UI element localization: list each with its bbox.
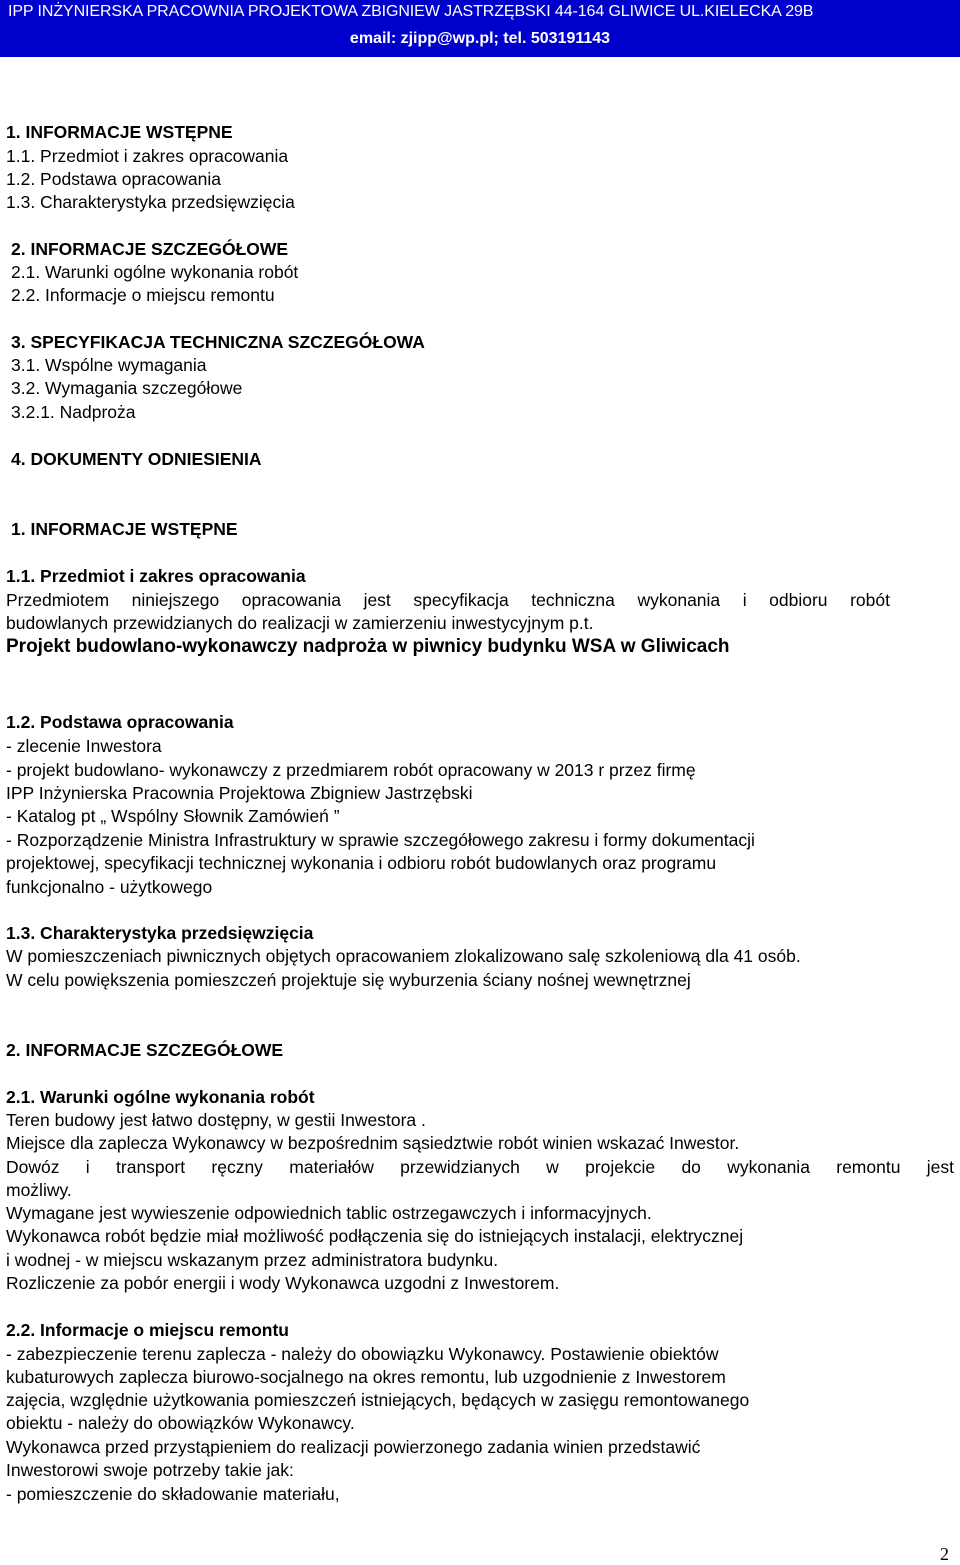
section-1-1-text: Przedmiotem niniejszego opracowania jest specyfikacja techniczna wykonania i odbioru robót [6,590,890,610]
section-2-2-line: kubaturowych zaplecza biurowo-socjalnego na okres remontu, lub uzgodnienie z Inwestorem [6,1367,726,1387]
section-2-2-line: Wykonawca przed przystąpieniem do realizacji powierzonego zadania winien przedstawić [6,1437,701,1457]
section-2-heading: 2. INFORMACJE SZCZEGÓŁOWE [6,1040,284,1060]
letterhead-company: IPP INŻYNIERSKA PRACOWNIA PROJEKTOWA ZBIGNIEW JASTRZĘBSKI 44-164 GLIWICE UL.KIELECKA 29B [8,3,814,20]
letterhead-banner [0,0,960,57]
section-2-1-line: i wodnej - w miejscu wskazanym przez administratora budynku. [6,1250,499,1270]
section-2-2-line: - zabezpieczenie terenu zaplecza - należy do obowiązku Wykonawcy. Postawienie obiektów [6,1344,719,1364]
section-2-2-heading: 2.2. Informacje o miejscu remontu [6,1320,289,1340]
section-2-2-line: zajęcia, względnie użytkowania pomieszczeń istniejących, będących w zasięgu remontowanego [6,1390,750,1410]
toc-item-2: 2. INFORMACJE SZCZEGÓŁOWE [11,239,289,259]
section-1-1-heading: 1.1. Przedmiot i zakres opracowania [6,566,306,586]
section-2-1-line: Wymagane jest wywieszenie odpowiednich tablic ostrzegawczych i informacyjnych. [6,1203,652,1223]
toc-item-1-3: 1.3. Charakterystyka przedsięwzięcia [6,192,295,212]
section-2-2-line: obiektu - należy do obowiązków Wykonawcy. [6,1413,355,1433]
section-2-2-line: Inwestorowi swoje potrzeby takie jak: [6,1460,294,1480]
toc-item-3-2-1: 3.2.1. Nadproża [11,402,136,422]
section-1-2-line: - Katalog pt „ Wspólny Słownik Zamówień ” [6,806,340,826]
section-1-2-line: - projekt budowlano- wykonawczy z przedmiarem robót opracowany w 2013 r przez firmę [6,760,696,780]
toc-item-4: 4. DOKUMENTY ODNIESIENIA [11,449,262,469]
section-1-2-heading: 1.2. Podstawa opracowania [6,712,234,732]
section-1-3-heading: 1.3. Charakterystyka przedsięwzięcia [6,923,314,943]
section-2-1-line: Wykonawca robót będzie miał możliwość podłączenia się do istniejących instalacji, elektrycznej [6,1226,744,1246]
toc-item-2-1: 2.1. Warunki ogólne wykonania robót [11,262,299,282]
toc-item-3-2: 3.2. Wymagania szczegółowe [11,378,243,398]
section-2-1-line: możliwy. [6,1180,72,1200]
toc-item-3-1: 3.1. Wspólne wymagania [11,355,207,375]
section-1-2-line: - zlecenie Inwestora [6,736,162,756]
section-1-2-line: projektowej, specyfikacji technicznej wykonania i odbioru robót budowlanych oraz programu [6,853,717,873]
section-2-2-line: - pomieszczenie do składowanie materiału, [6,1484,340,1504]
page-number: 2 [940,1544,949,1564]
section-1-2-line: funkcjonalno - użytkowego [6,877,213,897]
section-1-1-text: budowlanych przewidzianych do realizacji w zamierzeniu inwestycyjnym p.t. [6,613,594,633]
toc-item-2-2: 2.2. Informacje o miejscu remontu [11,285,275,305]
section-1-3-line: W pomieszczeniach piwnicznych objętych opracowaniem zlokalizowano salę szkoleniową dla 41 osób. [6,946,801,966]
section-1-2-line: - Rozporządzenie Ministra Infrastruktury w sprawie szczegółowego zakresu i formy dokumentacji [6,830,755,850]
section-1-heading: 1. INFORMACJE WSTĘPNE [11,519,238,539]
section-2-1-heading: 2.1. Warunki ogólne wykonania robót [6,1087,315,1107]
section-1-3-line: W celu powiększenia pomieszczeń projektuje się wyburzenia ściany nośnej wewnętrznej [6,970,691,990]
project-title: Projekt budowlano-wykonawczy nadproża w piwnicy budynku WSA w Gliwicach [6,636,730,657]
section-2-1-line: Miejsce dla zaplecza Wykonawcy w bezpośrednim sąsiedztwie robót winien wskazać Inwestor. [6,1133,740,1153]
letterhead-contact: email: zjipp@wp.pl; tel. 503191143 [349,30,611,47]
section-2-1-line: Rozliczenie za pobór energii i wody Wykonawca uzgodni z Inwestorem. [6,1273,560,1293]
toc-item-1: 1. INFORMACJE WSTĘPNE [6,122,233,142]
toc-item-3: 3. SPECYFIKACJA TECHNICZNA SZCZEGÓŁOWA [11,332,425,352]
section-2-1-line: Dowóz i transport ręczny materiałów przewidzianych w projekcie do wykonania remontu jest [6,1157,954,1177]
section-2-1-line: Teren budowy jest łatwo dostępny, w gestii Inwestora . [6,1110,426,1130]
toc-item-1-2: 1.2. Podstawa opracowania [6,169,221,189]
toc-item-1-1: 1.1. Przedmiot i zakres opracowania [6,146,289,166]
section-1-2-line: IPP Inżynierska Pracownia Projektowa Zbigniew Jastrzębski [6,783,473,803]
